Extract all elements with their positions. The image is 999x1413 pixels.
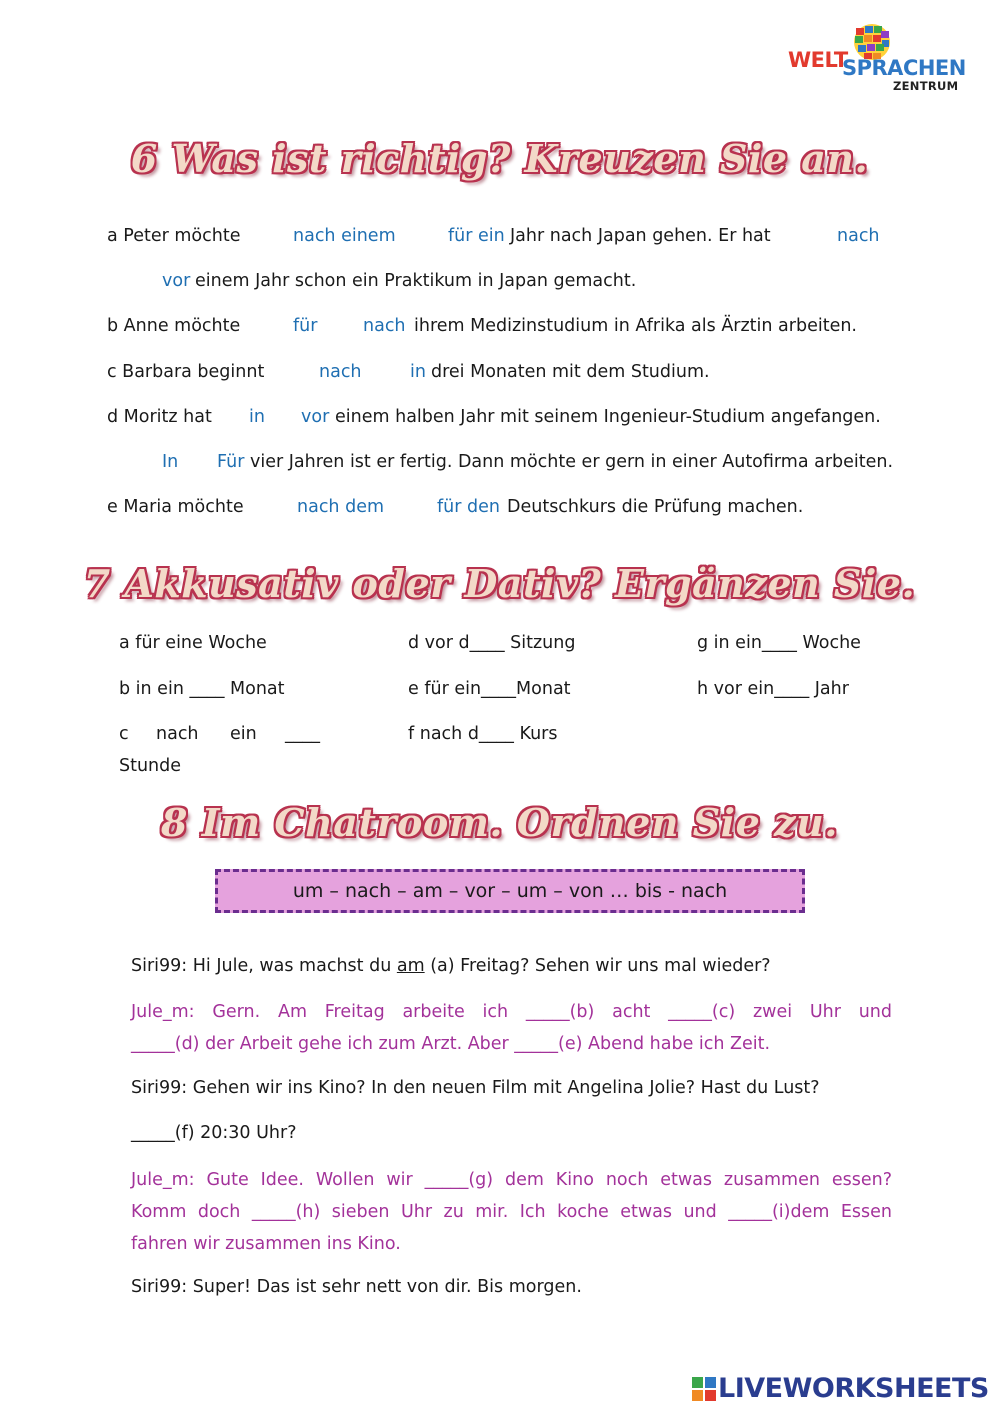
section6-heading: 6 Was ist richtig? Kreuzen Sie an.	[130, 136, 869, 181]
chat-line-2a[interactable]: Jule_m: Gern. Am Freitag arbeite ich _____(b) acht _____(c) zwei Uhr und	[131, 1002, 892, 1022]
section7-heading: 7 Akkusativ oder Dativ? Ergänzen Sie.	[83, 561, 916, 606]
exercise-item-b[interactable]: b in ein ____ Monat	[119, 679, 285, 699]
item-e-text: Deutschkurs die Prüfung machen.	[507, 497, 804, 517]
option-e-2[interactable]: für den	[437, 497, 500, 517]
section8-heading: 8 Im Chatroom. Ordnen Sie zu.	[161, 800, 838, 845]
option-a-3[interactable]: nach	[837, 226, 880, 246]
exercise-item-c-word3: Stunde	[119, 756, 182, 776]
option-b-1[interactable]: für	[293, 316, 318, 336]
option-d-4[interactable]: Für	[217, 452, 245, 472]
option-c-1[interactable]: nach	[319, 362, 362, 382]
item-a-text: Jahr nach Japan gehen. Er hat	[510, 226, 771, 246]
liveworksheets-icon	[692, 1377, 716, 1401]
logo-text-welt: WELT	[788, 48, 848, 72]
option-d-3[interactable]: In	[162, 452, 179, 472]
exercise-item-f[interactable]: f nach d____ Kurs	[408, 724, 558, 744]
exercise-item-c-letter: c	[119, 724, 129, 744]
word-box	[215, 869, 805, 913]
exercise-item-c-blank[interactable]: ____	[285, 724, 320, 744]
chat-line-1	[131, 956, 771, 976]
chat-line-3: Siri99: Gehen wir ins Kino? In den neuen Film mit Angelina Jolie? Hast du Lust?	[131, 1078, 820, 1098]
item-d-text: einem halben Jahr mit seinem Ingenieur-Studium angefangen.	[335, 407, 881, 427]
liveworksheets-text: LIVEWORKSHEETS	[718, 1373, 989, 1404]
exercise-item-h[interactable]: h vor ein____ Jahr	[697, 679, 849, 699]
option-a-4[interactable]: vor	[162, 271, 191, 291]
option-d-2[interactable]: vor	[301, 407, 330, 427]
chat-line-1-end: (a) Freitag? Sehen wir uns mal wieder?	[424, 956, 771, 976]
item-a-text2: einem Jahr schon ein Praktikum in Japan gemacht.	[195, 271, 637, 291]
chat-line-6: Siri99: Super! Das ist sehr nett von dir. Bis morgen.	[131, 1277, 582, 1297]
chat-line-5b[interactable]: Komm doch _____(h) sieben Uhr zu mir. Ich koche etwas und _____(i)dem Essen	[131, 1202, 892, 1222]
option-e-1[interactable]: nach dem	[297, 497, 385, 517]
option-d-1[interactable]: in	[249, 407, 265, 427]
word-box-text: um – nach – am – vor – um – von … bis - nach	[292, 880, 728, 902]
option-c-2[interactable]: in	[410, 362, 426, 382]
exercise-item-g[interactable]: g in ein____ Woche	[697, 633, 861, 653]
logo-text-zentrum: ZENTRUM	[893, 79, 959, 93]
item-b-label: b Anne möchte	[107, 316, 241, 336]
exercise-item-c-word2: ein	[230, 724, 257, 744]
item-c-text: drei Monaten mit dem Studium.	[431, 362, 710, 382]
chat-line-4[interactable]: _____(f) 20:30 Uhr?	[131, 1123, 297, 1143]
item-e-label: e Maria möchte	[107, 497, 244, 517]
item-a-label: a Peter möchte	[107, 226, 241, 246]
chat-line-5c: fahren wir zusammen ins Kino.	[131, 1234, 401, 1254]
chat-line-5a[interactable]: Jule_m: Gute Idee. Wollen wir _____(g) dem Kino noch etwas zusammen essen?	[131, 1170, 892, 1190]
exercise-item-e[interactable]: e für ein____Monat	[408, 679, 571, 699]
option-a-2[interactable]: für ein	[448, 226, 505, 246]
option-b-2[interactable]: nach	[363, 316, 406, 336]
exercise-item-c-word1: nach	[156, 724, 199, 744]
chat-example-answer: am	[396, 956, 425, 976]
item-c-label: c Barbara beginnt	[107, 362, 265, 382]
chat-line-1-start: Siri99: Hi Jule, was machst du	[131, 956, 397, 976]
chat-line-2b[interactable]: _____(d) der Arbeit gehe ich zum Arzt. Aber _____(e) Abend habe ich Zeit.	[131, 1034, 771, 1054]
logo-text-sprachen: SPRACHEN	[842, 56, 966, 80]
option-a-1[interactable]: nach einem	[293, 226, 396, 246]
exercise-item-d[interactable]: d vor d____ Sitzung	[408, 633, 576, 653]
exercise-item-a: a für eine Woche	[119, 633, 267, 653]
item-d-label: d Moritz hat	[107, 407, 212, 427]
item-b-text: ihrem Medizinstudium in Afrika als Ärztin arbeiten.	[414, 316, 857, 336]
item-d-text2: vier Jahren ist er fertig. Dann möchte er gern in einer Autofirma arbeiten.	[250, 452, 894, 472]
